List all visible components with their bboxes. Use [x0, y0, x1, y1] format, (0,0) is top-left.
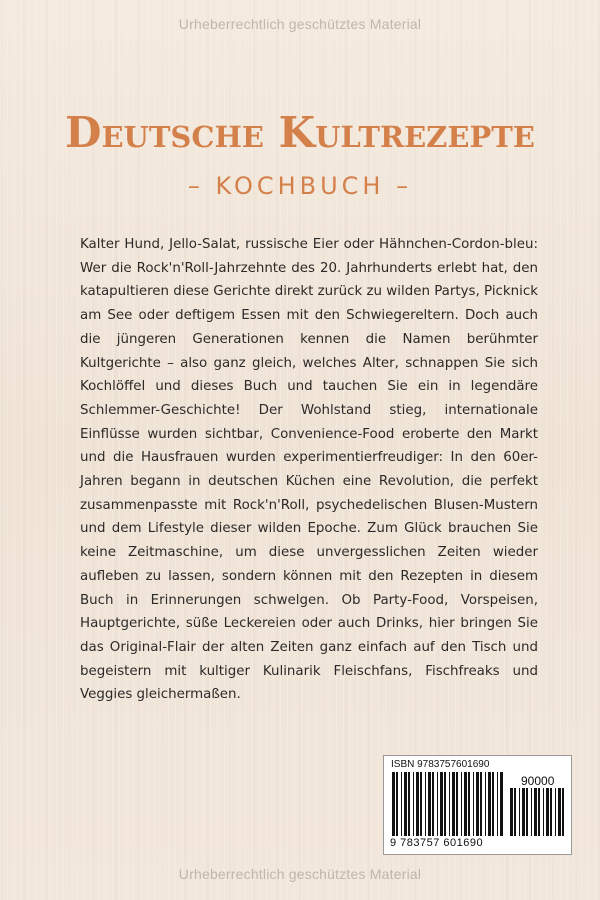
barcode-bar: [396, 772, 398, 836]
watermark-top: Urheberrechtlich geschütztes Material: [178, 16, 422, 32]
isbn-label: ISBN 9783757601690: [391, 759, 490, 770]
main-barcode-bars: [392, 772, 503, 836]
barcode-bar: [510, 788, 513, 836]
barcode-bar: [452, 772, 455, 836]
barcode-bar: [562, 788, 564, 836]
barcode-bar: [531, 788, 532, 836]
barcode-bar: [476, 772, 479, 836]
barcode-bar: [404, 772, 407, 836]
watermark-bottom: Urheberrechtlich geschütztes Material: [178, 866, 422, 882]
barcode-bar: [440, 772, 443, 836]
barcode-bar: [468, 772, 470, 836]
barcode-bar: [432, 772, 434, 836]
barcode-bar: [488, 772, 491, 836]
back-cover-blurb: Kalter Hund, Jello-Salat, russische Eier oder Hähnchen-Cordon-bleu: Wer die Rock'n'Roll-Jahrzehnte des 20. Jahrhunderts erlebt hat, den katapultieren diese Gerichte direkt zurück zu wilden Partys, Picknick am See oder deftigem Essen mit den Schwiegereltern. Doch auch die jüngeren Generationen kennen die Namen berühmter Kultgerichte – also ganz gleich, welches Alter, schnappen Sie sich Kochlöffel und dieses Buch und tauchen Sie ein in legendäre Schlemmer-Geschichte! Der Wohlstand stieg, internationale Einflüsse wurden sichtbar, Convenience-Food eroberte den Markt und die Hausfrauen wurden experimentierfreudiger: In den 60er-Jahren begann in deutschen Küchen eine Revolution, die perfekt zusammenpasste mit Rock'n'Roll, psychedelischen Blusen-Mustern und dem Lifestyle dieser wilden Epoche. Zum Glück brauchen Sie keine Zeitmaschine, um diese unvergesslichen Zeiten wieder aufleben zu lassen, sondern können mit den Rezepten in diesem Buch in Erinnerungen schwelgen. Ob Party-Food, Vorspeisen, Hauptgerichte, süße Leckereien oder auch Drinks, hier bringen Sie das Original-Flair der alten Zeiten ganz einfach auf den Tisch und begeistern mit kultiger Kulinarik Fleischfans, Fischfreaks und Veggies gleichermaßen.: [80, 237, 538, 703]
barcode-bar: [464, 772, 467, 836]
barcode-bar: [534, 788, 537, 836]
barcode-bar: [538, 788, 540, 836]
barcode-box: [383, 755, 572, 855]
barcode-bar: [543, 788, 544, 836]
barcode-bar: [550, 788, 552, 836]
barcode-bar: [526, 788, 528, 836]
barcode-bar: [401, 772, 402, 836]
barcode-bar: [456, 772, 458, 836]
barcode-bar: [413, 772, 414, 836]
ean-digits: 9 783757 601690: [390, 837, 484, 849]
barcode-bar: [480, 772, 482, 836]
barcode-bar: [428, 772, 431, 836]
barcode-bar: [425, 772, 426, 836]
barcode-bar: [492, 772, 494, 836]
barcode-bar: [461, 772, 462, 836]
barcode-bar: [519, 788, 520, 836]
barcode-bar: [437, 772, 438, 836]
barcode-bar: [449, 772, 450, 836]
book-title: Deutsche Kultrezepte: [65, 108, 535, 157]
barcode-bar: [408, 772, 410, 836]
addon-barcode-bars: [510, 788, 564, 836]
barcode-bar: [420, 772, 422, 836]
barcode-bar: [546, 788, 549, 836]
barcode-bar: [416, 772, 419, 836]
barcode-bar: [555, 788, 556, 836]
price-code: 90000: [521, 774, 555, 788]
barcode-bar: [444, 772, 446, 836]
barcode-bar: [392, 772, 395, 836]
barcode-bar: [485, 772, 486, 836]
barcode-bar: [473, 772, 474, 836]
book-subtitle: – KOCHBUCH –: [187, 172, 413, 200]
barcode-bar: [514, 788, 516, 836]
barcode-bar: [522, 788, 525, 836]
barcode-bar: [500, 772, 503, 836]
barcode-bar: [497, 772, 498, 836]
barcode-bar: [558, 788, 561, 836]
